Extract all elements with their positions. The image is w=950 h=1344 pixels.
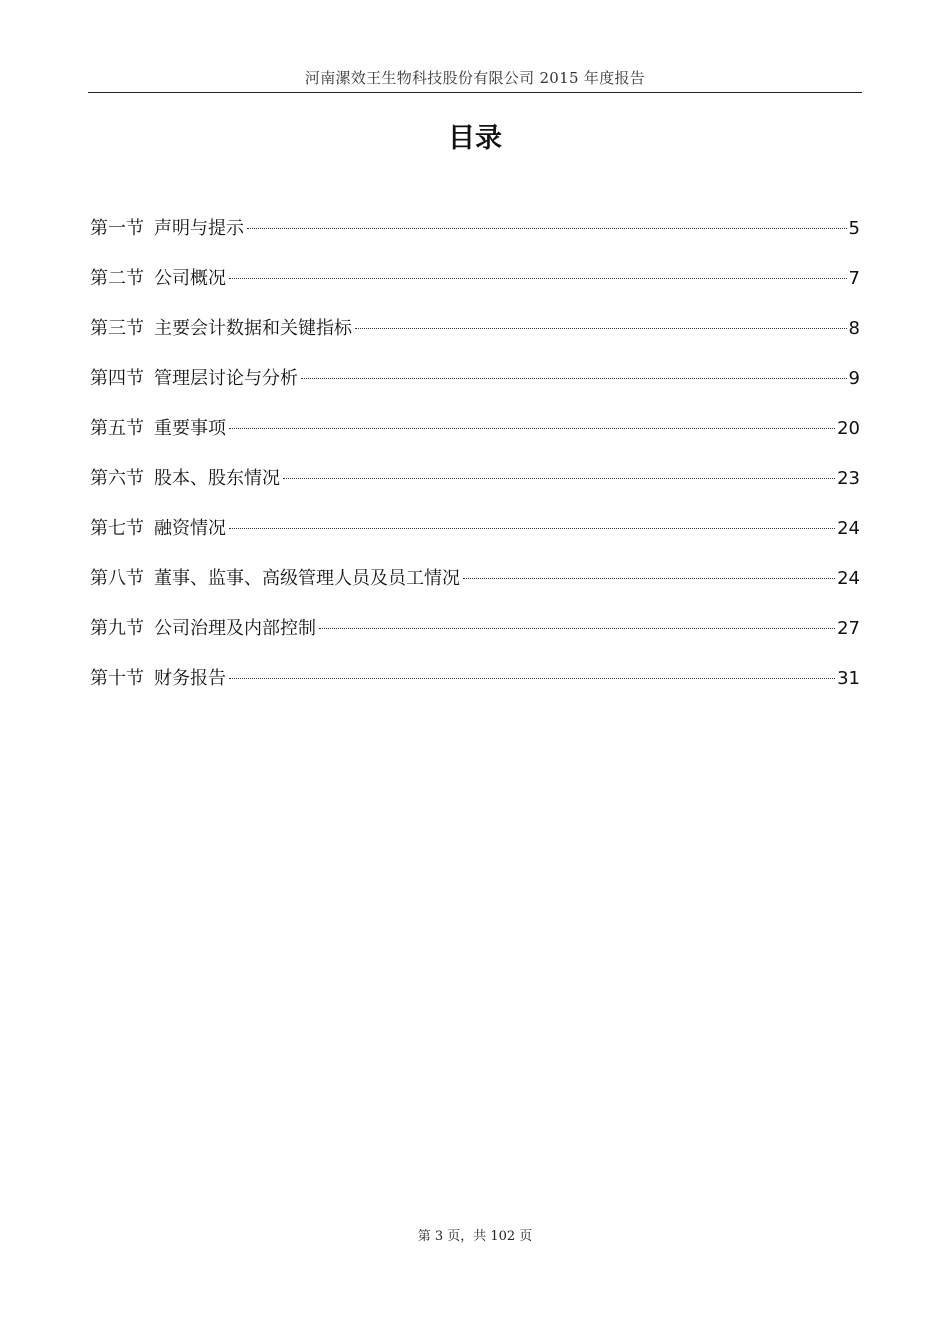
dot-leader: [229, 277, 847, 279]
toc-entry-section-5[interactable]: [90, 412, 860, 462]
dot-leader: [283, 477, 835, 479]
toc-section-number: 第一节: [90, 218, 144, 239]
dot-leader: [355, 327, 847, 329]
toc-section-title: 董事、监事、高级管理人员及员工情况: [154, 568, 460, 589]
toc-section-title: 管理层讨论与分析: [154, 368, 298, 389]
toc-section-number: 第六节: [90, 468, 144, 489]
toc-entry-section-8[interactable]: [90, 562, 860, 612]
dot-leader: [247, 227, 847, 229]
toc-page-number: 7: [848, 268, 860, 289]
toc-entry-section-3[interactable]: [90, 312, 860, 362]
toc-entry-section-4[interactable]: [90, 362, 860, 412]
toc-section-number: 第四节: [90, 368, 144, 389]
dot-leader: [229, 527, 835, 529]
toc-section-number: 第二节: [90, 268, 144, 289]
toc-entry-section-6[interactable]: [90, 462, 860, 512]
toc-entry-section-1[interactable]: [90, 212, 860, 262]
toc-page-number: 8: [848, 318, 860, 339]
toc-page-number: 31: [837, 668, 860, 689]
toc-page-number: 24: [837, 568, 860, 589]
dot-leader: [463, 577, 835, 579]
toc-section-title: 声明与提示: [154, 218, 244, 239]
toc-page-number: 23: [837, 468, 860, 489]
toc-section-title: 主要会计数据和关键指标: [154, 318, 352, 339]
toc-section-title: 公司治理及内部控制: [154, 618, 316, 639]
table-of-contents: [90, 212, 860, 712]
toc-section-title: 财务报告: [154, 668, 226, 689]
dot-leader: [319, 627, 835, 629]
toc-section-number: 第九节: [90, 618, 144, 639]
toc-section-number: 第三节: [90, 318, 144, 339]
dot-leader: [229, 427, 835, 429]
toc-entry-section-2[interactable]: [90, 262, 860, 312]
toc-page-number: 20: [837, 418, 860, 439]
dot-leader: [301, 377, 847, 379]
toc-section-title: 股本、股东情况: [154, 468, 280, 489]
toc-section-number: 第七节: [90, 518, 144, 539]
toc-section-title: 融资情况: [154, 518, 226, 539]
toc-page-number: 24: [837, 518, 860, 539]
page-footer: [0, 1226, 950, 1248]
report-header-title: 河南漯效王生物科技股份有限公司 2015 年度报告: [304, 69, 646, 87]
toc-section-number: 第八节: [90, 568, 144, 589]
toc-section-title: 公司概况: [154, 268, 226, 289]
page-header: [88, 64, 862, 93]
toc-section-number: 第五节: [90, 418, 144, 439]
toc-title: 目录: [448, 123, 502, 154]
toc-section-title: 重要事项: [154, 418, 226, 439]
toc-page-number: 27: [837, 618, 860, 639]
toc-entry-section-9[interactable]: [90, 612, 860, 662]
toc-entry-section-7[interactable]: [90, 512, 860, 562]
toc-section-number: 第十节: [90, 668, 144, 689]
toc-page-number: 5: [848, 218, 860, 239]
toc-entry-section-10[interactable]: [90, 662, 860, 712]
dot-leader: [229, 677, 835, 679]
page-number-info: 第 3 页，共 102 页: [417, 1229, 533, 1244]
toc-page-number: 9: [848, 368, 860, 389]
